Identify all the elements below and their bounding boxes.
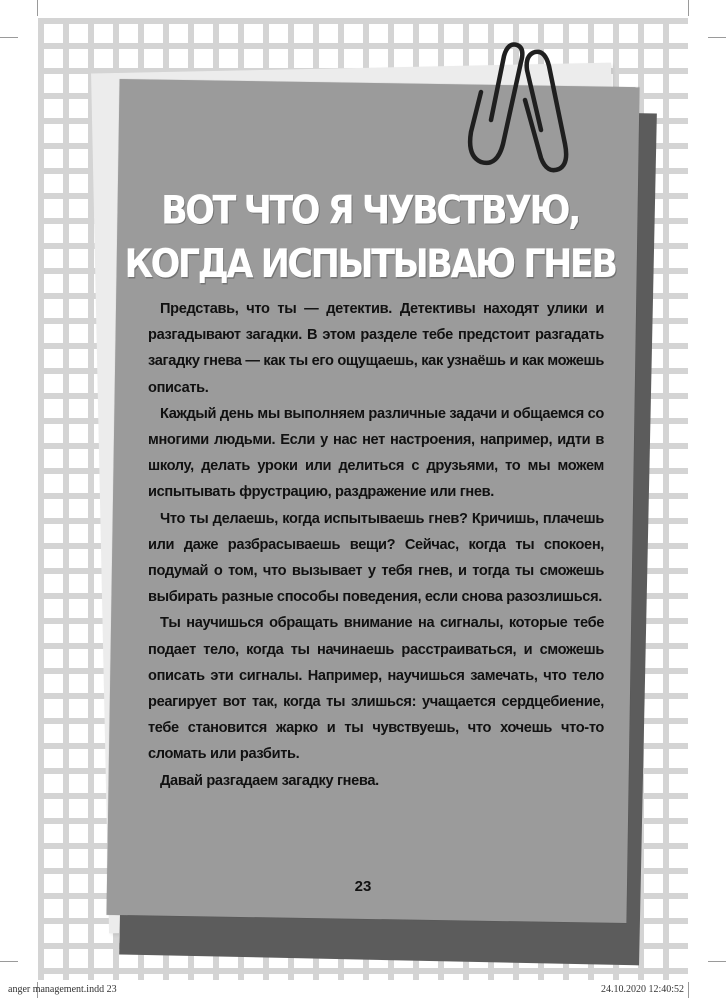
crop-mark (37, 0, 38, 16)
print-slug-file-name: anger management.indd 23 (8, 984, 117, 995)
title-line-1: ВОТ ЧТО Я ЧУВСТВУЮ, (161, 188, 579, 234)
paragraph: Давай разгадаем загадку гнева. (160, 772, 379, 789)
crop-mark (708, 961, 726, 962)
paragraph: Представь, что ты — детектив. Детективы находят улики и разгадывают загадки. В этом разделе тебе предстоит разгадать загадку гнева — как ты его ощущаешь, как узнаёшь и как можешь описать. (148, 301, 604, 396)
crop-mark (0, 37, 18, 38)
paperclip-icon (455, 40, 585, 190)
title-line-2: КОГДА ИСПЫТЫВАЮ ГНЕВ (124, 242, 616, 288)
paragraph: Что ты делаешь, когда испытываешь гнев? Кричишь, плачешь или даже разбрасываешь вещи? Сейчас, когда ты спокоен, подумай о том, что вызывает у тебя гнев, и тогда ты сможешь выбирать разные способы поведения, если снова разозлишься. (148, 510, 604, 606)
crop-mark (0, 961, 18, 962)
page-title (120, 184, 620, 292)
body-text (148, 296, 604, 794)
paragraph: Каждый день мы выполняем различные задачи и общаемся со многими людьми. Если у нас нет настроения, например, идти в школу, делать уроки или делиться с друзьями, то мы можем испытывать фрустрацию, раздражение или гнев. (148, 405, 604, 501)
crop-mark (688, 0, 689, 16)
crop-mark (688, 982, 689, 998)
crop-mark (708, 37, 726, 38)
page-number: 23 (354, 878, 372, 895)
paragraph: Ты научишься обращать внимание на сигналы, которые тебе подает тело, когда ты начинаешь расстраиваться, и сможешь описать эти сигналы. Например, научишься замечать, что тело реагирует вот так, когда ты злишься: учащается сердцебиение, тебе становится жарко и ты чувствуешь, что хочешь что-то сломать или разбить. (148, 615, 604, 763)
print-slug-date-time: 24.10.2020 12:40:52 (601, 984, 685, 995)
